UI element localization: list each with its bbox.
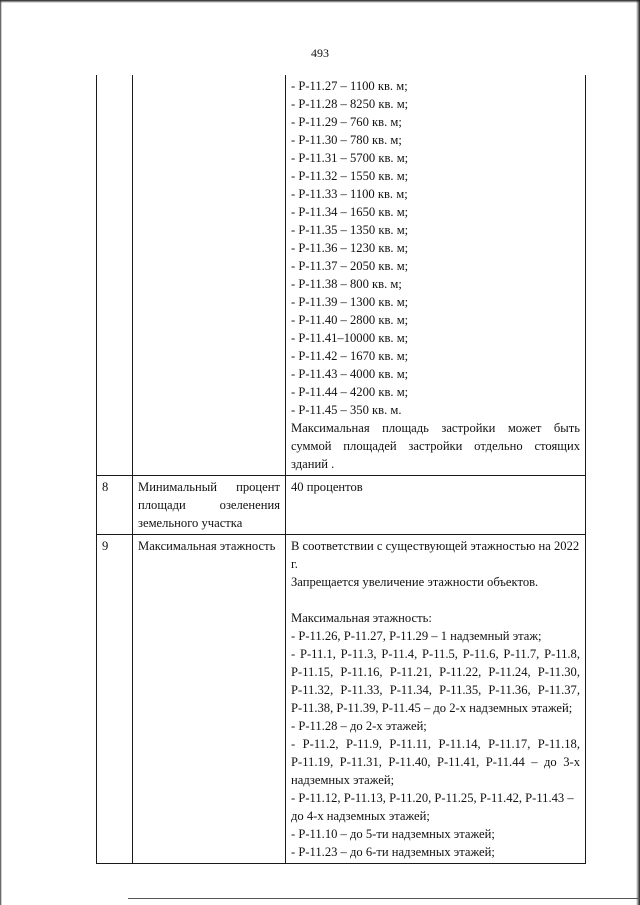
blank-line bbox=[291, 591, 580, 609]
table-row bbox=[97, 535, 586, 864]
value-line: - Р-11.41–10000 кв. м; bbox=[291, 331, 409, 345]
value-line: - Р-11.33 – 1100 кв. м; bbox=[291, 187, 408, 201]
parameter-name-line: Максимальная этажность bbox=[138, 539, 276, 553]
value-line: - Р-11.12, Р-11.13, Р-11.20, Р-11.25, Р-11.42, Р-11.43 – bbox=[291, 791, 574, 805]
value-line: - Р-11.36 – 1230 кв. м; bbox=[291, 241, 409, 255]
value-line: - Р-11.37 – 2050 кв. м; bbox=[291, 259, 409, 273]
value-line: - Р-11.30 – 780 кв. м; bbox=[291, 133, 402, 147]
regulations-table bbox=[96, 75, 585, 864]
value-line: - Р-11.32 – 1550 кв. м; bbox=[291, 169, 409, 183]
value-line: - Р-11.39 – 1300 кв. м; bbox=[291, 295, 409, 309]
scan-edge-right bbox=[636, 0, 640, 905]
parameter-value-cell bbox=[286, 75, 586, 476]
value-line: - Р-11.2, Р-11.9, Р-11.11, Р-11.14, Р-11.17, Р-11.18, bbox=[291, 737, 580, 751]
value-line: - Р-11.43 – 4000 кв. м; bbox=[291, 367, 409, 381]
parameter-name-line: Минимальный процент bbox=[138, 480, 280, 494]
value-line: - Р-11.28 – 8250 кв. м; bbox=[291, 97, 409, 111]
row-number-cell: 9 bbox=[97, 535, 133, 864]
row-number-cell: 8 bbox=[97, 476, 133, 535]
value-line: Р-11.38, Р-11.39, Р-11.45 – до 2-х надземных этажей; bbox=[291, 701, 573, 715]
table-row bbox=[97, 75, 586, 476]
value-line: - Р-11.26, Р-11.27, Р-11.29 – 1 надземный этаж; bbox=[291, 629, 542, 643]
note-line: Максимальная площадь застройки может быть bbox=[291, 421, 580, 435]
value-line: Р-11.32, Р-11.33, Р-11.34, Р-11.35, Р-11.36, Р-11.37, bbox=[291, 683, 580, 697]
value-line: Запрещается увеличение этажности объектов. bbox=[291, 575, 539, 589]
value-line: - Р-11.27 – 1100 кв. м; bbox=[291, 79, 408, 93]
row-number-cell bbox=[97, 75, 133, 476]
value-line: - Р-11.45 – 350 кв. м. bbox=[291, 403, 402, 417]
value-line: 40 процентов bbox=[291, 480, 363, 494]
parameter-name-cell bbox=[133, 476, 286, 535]
value-line: В соответствии с существующей этажностью на 2022 bbox=[291, 539, 580, 553]
parameter-value-cell bbox=[286, 535, 586, 864]
value-line: надземных этажей; bbox=[291, 773, 395, 787]
value-line: Р-11.19, Р-11.31, Р-11.40, Р-11.41, Р-11.44 – до 3-х bbox=[291, 755, 580, 769]
parameter-name-line: площади озеленения bbox=[138, 498, 280, 512]
value-line: г. bbox=[291, 557, 298, 571]
value-line: Максимальная этажность: bbox=[291, 611, 432, 625]
value-line: - Р-11.31 – 5700 кв. м; bbox=[291, 151, 409, 165]
parameter-name-cell bbox=[133, 535, 286, 864]
scan-edge-left bbox=[0, 0, 2, 905]
value-line: - Р-11.29 – 760 кв. м; bbox=[291, 115, 402, 129]
parameter-name-cell bbox=[133, 75, 286, 476]
value-line: - Р-11.38 – 800 кв. м; bbox=[291, 277, 402, 291]
note-line: зданий . bbox=[291, 457, 335, 471]
scan-bottom-rule bbox=[128, 898, 640, 899]
value-line: Р-11.15, Р-11.16, Р-11.21, Р-11.22, Р-11.24, Р-11.30, bbox=[291, 665, 580, 679]
parameter-value-cell bbox=[286, 476, 586, 535]
value-line: - Р-11.44 – 4200 кв. м; bbox=[291, 385, 409, 399]
scan-edge-top bbox=[0, 0, 640, 3]
value-line: - Р-11.28 – до 2-х этажей; bbox=[291, 719, 427, 733]
page-number: 493 bbox=[311, 46, 329, 60]
value-line: - Р-11.34 – 1650 кв. м; bbox=[291, 205, 409, 219]
table-row bbox=[97, 476, 586, 535]
note-line: суммой площадей застройки отдельно стоящих bbox=[291, 439, 580, 453]
value-line: - Р-11.23 – до 6-ти надземных этажей; bbox=[291, 845, 495, 859]
value-line: - Р-11.42 – 1670 кв. м; bbox=[291, 349, 409, 363]
value-line: - Р-11.10 – до 5-ти надземных этажей; bbox=[291, 827, 495, 841]
value-line: до 4-х надземных этажей; bbox=[291, 809, 430, 823]
parameter-name-line: земельного участка bbox=[138, 516, 243, 530]
value-line: - Р-11.40 – 2800 кв. м; bbox=[291, 313, 409, 327]
value-line: - Р-11.1, Р-11.3, Р-11.4, Р-11.5, Р-11.6, Р-11.7, Р-11.8, bbox=[291, 647, 580, 661]
value-line: - Р-11.35 – 1350 кв. м; bbox=[291, 223, 409, 237]
